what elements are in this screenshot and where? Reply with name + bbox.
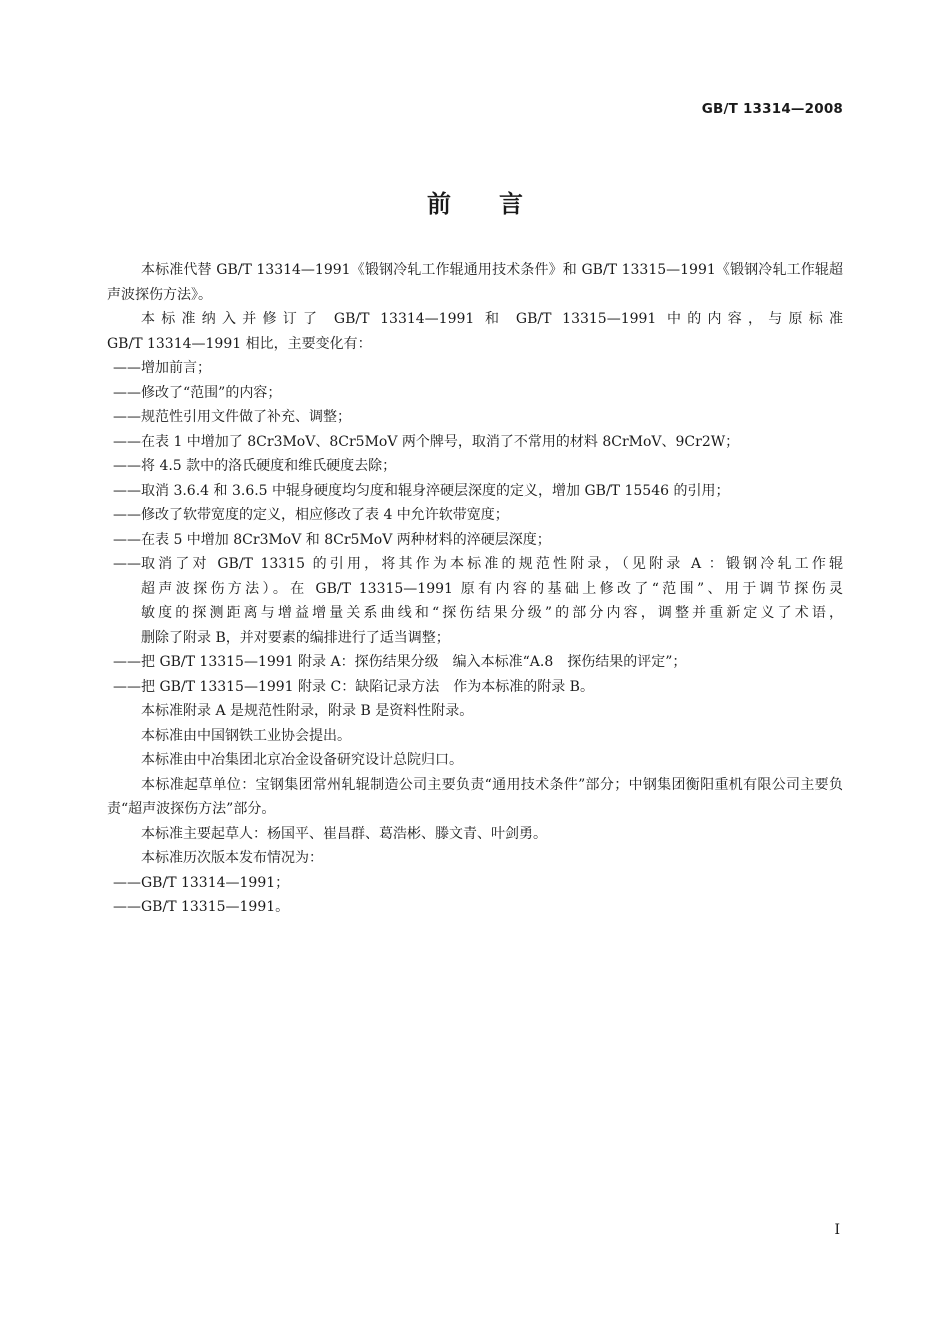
list-item-text: 在表 1 中增加了 8Cr3MoV、8Cr5MoV 两个牌号，取消了不常用的材料 8CrMoV、9Cr2W； — [141, 433, 740, 450]
paragraph-revision-line2: GB/T 13314—1991 相比，主要变化有： — [107, 335, 372, 352]
list-item-text: 增加前言； — [141, 360, 211, 376]
list-item-text: 把 GB/T 13315—1991 附录 A：探伤结果分级 编入本标准“A.8 探伤结果的评定”； — [141, 654, 687, 670]
page-title: 前言 — [427, 190, 571, 218]
dash-mark: —— — [113, 678, 141, 695]
list-item-text — [141, 552, 843, 650]
paragraph-annex: 本标准附录 A 是规范性附录，附录 B 是资料性附录。 — [141, 703, 474, 719]
list-item-text: 将 4.5 款中的洛氏硬度和维氏硬度去除； — [141, 458, 397, 474]
history-item — [107, 871, 843, 896]
list-item — [107, 552, 843, 650]
paragraph-drafting-units: 本标准起草单位：宝钢集团常州轧辊制造公司主要负责“通用技术条件”部分；中钢集团衡阳重机有限公司主要负责“超声波探伤方法”部分。 — [107, 776, 843, 817]
list-item-text: 修改了“范围”的内容； — [141, 384, 282, 401]
dash-mark: —— — [113, 899, 141, 915]
list-item — [107, 381, 843, 406]
list-item-text: 规范性引用文件做了补充、调整； — [141, 409, 351, 425]
dash-mark: —— — [113, 433, 141, 450]
list-item-line: 取消了对 GB/T 13315 的引用，将其作为本标准的规范性附录，（见附录 A ：锻钢冷轧工作辊 — [141, 556, 843, 572]
list-item-line: 删除了附录 B，并对要素的编排进行了适当调整； — [141, 629, 450, 646]
list-item — [107, 430, 843, 455]
standard-number: GB/T 13314—2008 — [701, 101, 843, 117]
list-item-line: 超声波探伤方法）。在 GB/T 13315—1991 原有内容的基础上修改了“范围”、用于调节探伤灵 — [141, 580, 843, 597]
list-item-text: 把 GB/T 13315—1991 附录 C：缺陷记录方法 作为本标准的附录 B。 — [141, 678, 594, 695]
history-item — [107, 895, 843, 920]
list-item-text: 修改了软带宽度的定义，相应修改了表 4 中允许软带宽度； — [141, 507, 509, 523]
paragraph-drafters: 本标准主要起草人：杨国平、崔昌群、葛浩彬、滕文青、叶剑勇。 — [141, 825, 547, 842]
dash-mark: —— — [113, 654, 141, 670]
list-item — [107, 454, 843, 479]
list-item — [107, 479, 843, 504]
paragraph-history-intro: 本标准历次版本发布情况为： — [141, 850, 323, 866]
list-item — [107, 356, 843, 381]
page-number: I — [834, 1222, 840, 1238]
dash-mark: —— — [113, 556, 141, 572]
paragraph-revision-line1: 本标准纳入并修订了 GB/T 13314—1991 和 GB/T 13315—1991 中的内容，与原标准 — [141, 311, 843, 327]
dash-mark: —— — [113, 507, 141, 523]
dash-mark: —— — [113, 458, 141, 474]
paragraph-proposed: 本标准由中国钢铁工业协会提出。 — [141, 727, 351, 744]
list-item — [107, 503, 843, 528]
list-item-line: 敏度的探测距离与增益增量关系曲线和“探伤结果分级”的部分内容，调整并重新定义了术语， — [141, 605, 843, 621]
list-item-text: 在表 5 中增加 8Cr3MoV 和 8Cr5MoV 两种材料的淬硬层深度； — [141, 531, 551, 548]
dash-mark: —— — [113, 384, 141, 401]
history-item-text: GB/T 13314—1991； — [141, 874, 290, 891]
dash-mark: —— — [113, 360, 141, 376]
list-item — [107, 528, 843, 553]
dash-mark: —— — [113, 482, 141, 499]
list-item — [107, 650, 843, 675]
dash-mark: —— — [113, 874, 141, 891]
paragraph-replacement: 本标准代替 GB/T 13314—1991《锻钢冷轧工作辊通用技术条件》和 GB/T 13315—1991《锻钢冷轧工作辊超声波探伤方法》。 — [107, 262, 843, 303]
preface-body — [107, 258, 843, 920]
paragraph-managed: 本标准由中冶集团北京冶金设备研究设计总院归口。 — [141, 752, 463, 768]
history-item-text: GB/T 13315—1991。 — [141, 899, 290, 915]
list-item — [107, 675, 843, 700]
list-item — [107, 405, 843, 430]
dash-mark: —— — [113, 531, 141, 548]
list-item-text: 取消 3.6.4 和 3.6.5 中辊身硬度均匀度和辊身淬硬层深度的定义，增加 GB/T 15546 的引用； — [141, 482, 730, 499]
dash-mark: —— — [113, 409, 141, 425]
